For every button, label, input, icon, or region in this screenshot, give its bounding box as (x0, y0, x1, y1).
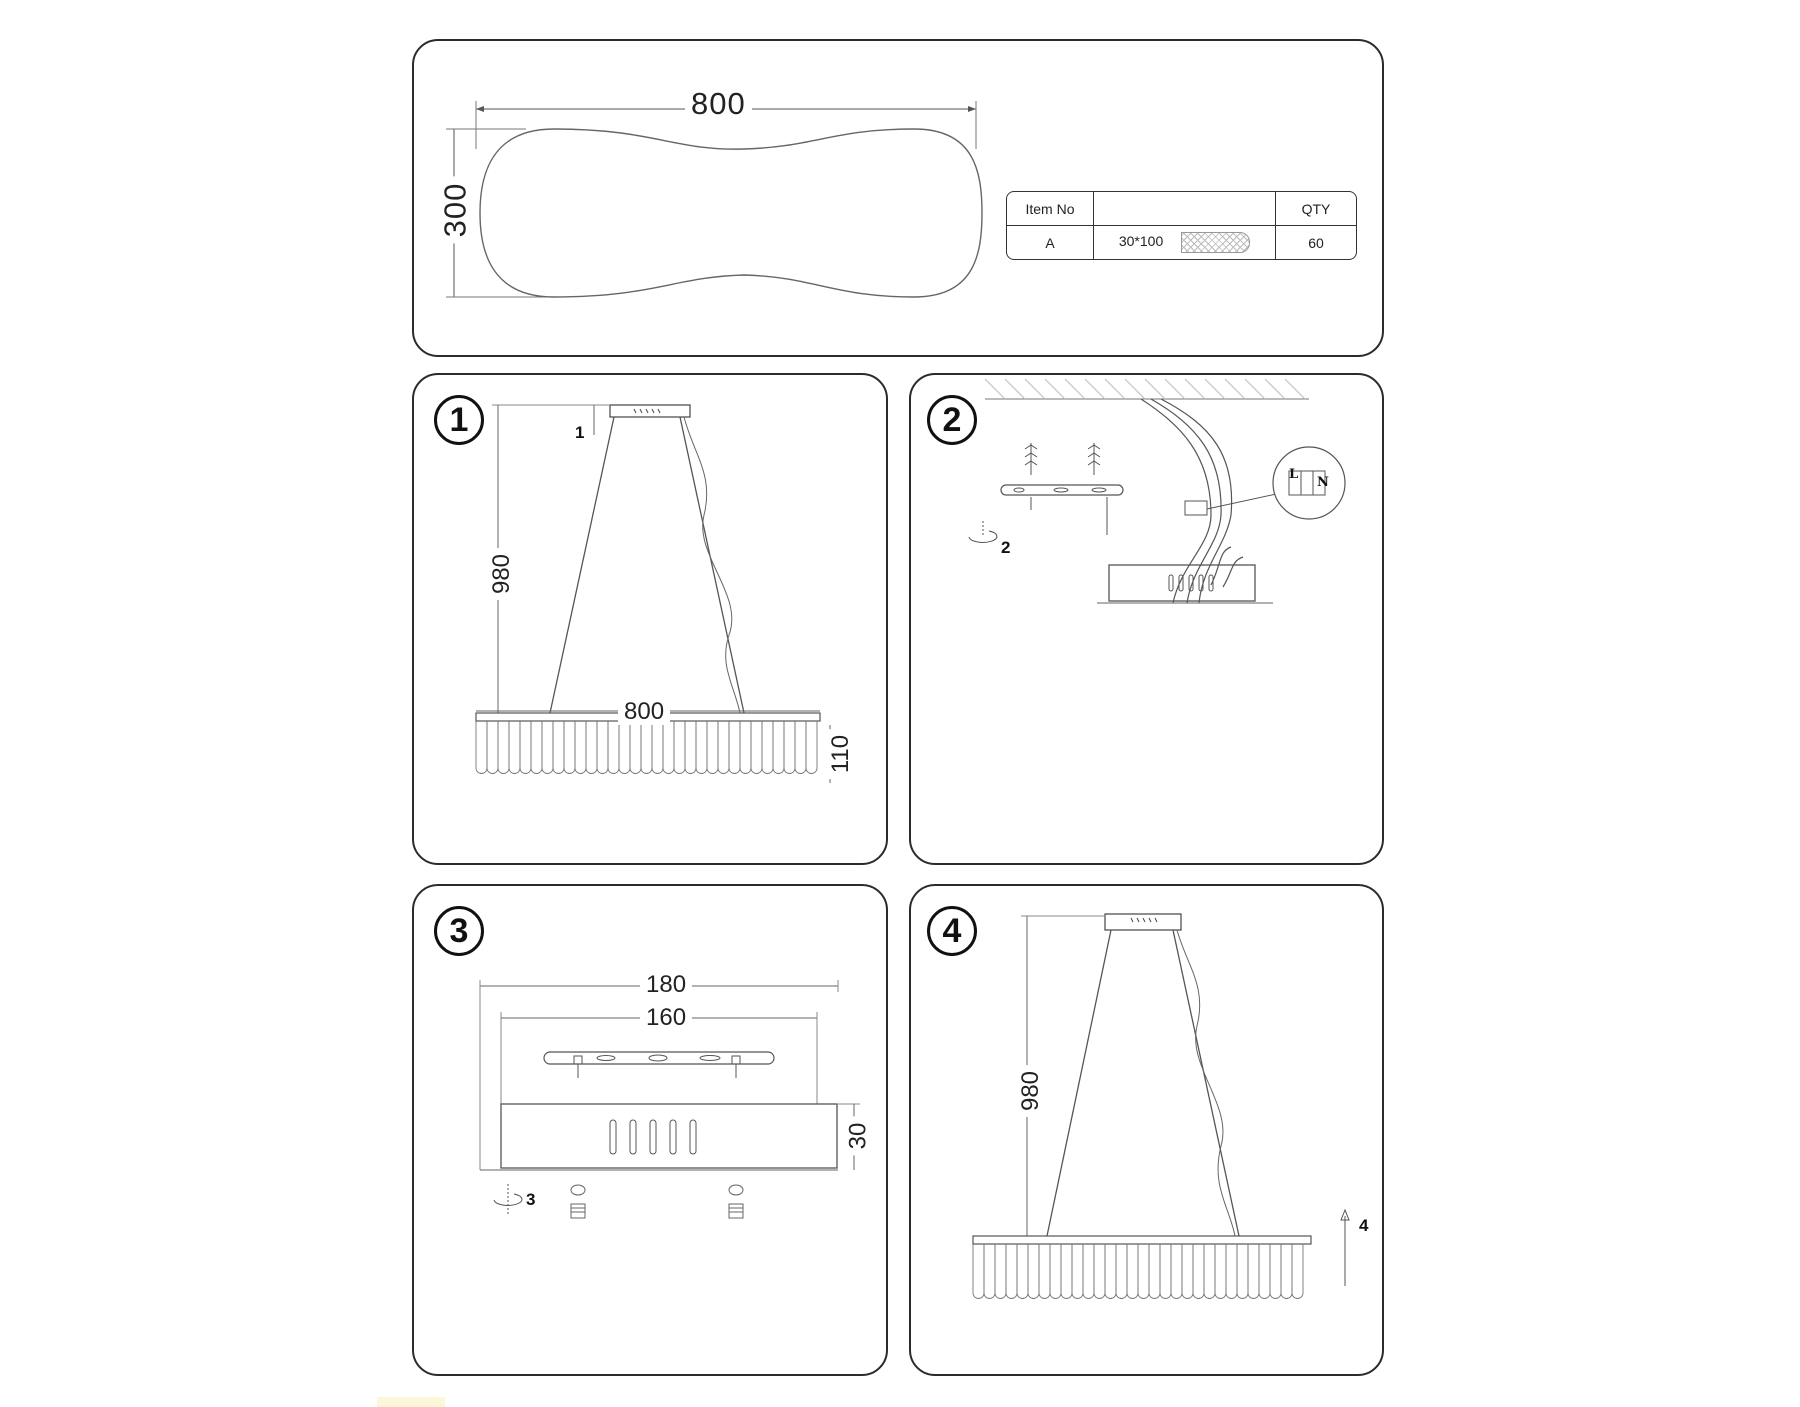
crystal-icon (1181, 232, 1250, 253)
overview-height-label: 300 (442, 177, 468, 244)
crystal-drop (1292, 1244, 1303, 1299)
crystal-drop (784, 721, 795, 774)
crystal-drop (1094, 1244, 1105, 1299)
crystal-drop (762, 721, 773, 774)
step-1-callout: 1 (575, 423, 585, 442)
crystal-drop (1215, 1244, 1226, 1299)
crystal-drop (729, 721, 740, 774)
crystal-drop (531, 721, 542, 774)
crystal-drop (1061, 1244, 1072, 1299)
crystal-drop (740, 721, 751, 774)
crystal-drop (630, 721, 641, 774)
crystal-drop (1237, 1244, 1248, 1299)
crystal-drop (1226, 1244, 1237, 1299)
crystal-drop (1072, 1244, 1083, 1299)
crystal-drop (520, 721, 531, 774)
table-cell-item: A (1007, 226, 1094, 259)
table-cell-qty: 60 (1308, 234, 1324, 251)
crystal-drop (1039, 1244, 1050, 1299)
table-header-size (1094, 192, 1276, 226)
terminal-l-label: L (1289, 467, 1299, 482)
crystal-drop (1248, 1244, 1259, 1299)
crystal-drop (795, 721, 806, 774)
crystal-drop (1281, 1244, 1292, 1299)
crystal-drop (1006, 1244, 1017, 1299)
step-3-inner-label: 160 (640, 1005, 692, 1031)
crystal-drop (1127, 1244, 1138, 1299)
overview-width-label: 800 (685, 91, 752, 117)
crystal-drop (619, 721, 630, 774)
footer-tab (377, 1397, 445, 1407)
step-3-drawing (414, 886, 890, 1378)
step-2-callout: 2 (1001, 538, 1011, 557)
crystal-drop (663, 721, 674, 774)
crystal-drop (718, 721, 729, 774)
crystal-drop (1204, 1244, 1215, 1299)
crystal-drop (586, 721, 597, 774)
crystal-drop (707, 721, 718, 774)
step-1-drawing (414, 375, 890, 867)
step-4-drawing (911, 886, 1386, 1378)
table-cell-size (1094, 226, 1276, 259)
step-1-fringe-label: 110 (828, 729, 854, 779)
step-4-callout: 4 (1359, 1216, 1369, 1235)
step-1-drop-label: 980 (489, 548, 515, 600)
crystal-drop (1171, 1244, 1182, 1299)
crystal-drop (995, 1244, 1006, 1299)
crystal-drop (575, 721, 586, 774)
table-header-item: Item No (1007, 192, 1094, 226)
step-3-outer-label: 180 (640, 972, 692, 998)
step-3-callout: 3 (526, 1190, 536, 1209)
overview-panel (412, 39, 1384, 357)
crystal-drop (1259, 1244, 1270, 1299)
crystal-drop (685, 721, 696, 774)
crystal-drop (674, 721, 685, 774)
crystal-drop (1193, 1244, 1204, 1299)
crystal-drop (751, 721, 762, 774)
crystal-drop (806, 721, 817, 774)
crystal-fringe (476, 721, 817, 774)
crystal-drop (973, 1244, 984, 1299)
crystal-drop (696, 721, 707, 774)
step-3-panel (412, 884, 888, 1376)
crystal-drop (487, 721, 498, 774)
crystal-drop (1116, 1244, 1127, 1299)
crystal-drop (652, 721, 663, 774)
crystal-drop (1270, 1244, 1281, 1299)
step-1-badge: 1 (434, 395, 484, 445)
crystal-drop (1138, 1244, 1149, 1299)
crystal-drop (542, 721, 553, 774)
step-4-badge: 4 (927, 906, 977, 956)
step-1-panel (412, 373, 888, 865)
crystal-drop (597, 721, 608, 774)
crystal-drop (641, 721, 652, 774)
crystal-drop (1182, 1244, 1193, 1299)
terminal-n-label: N (1317, 475, 1329, 490)
crystal-drop (1083, 1244, 1094, 1299)
step-2-badge: 2 (927, 395, 977, 445)
lamp-outline (480, 129, 982, 297)
step-4-panel (909, 884, 1384, 1376)
crystal-drop (608, 721, 619, 774)
crystal-drop (773, 721, 784, 774)
step-3-depth-label: 30 (845, 1117, 871, 1156)
crystal-drop (1149, 1244, 1160, 1299)
crystal-size: 30*100 (1118, 233, 1164, 250)
crystal-drop (984, 1244, 995, 1299)
crystal-drop (564, 721, 575, 774)
step-3-badge: 3 (434, 906, 484, 956)
crystal-drop (498, 721, 509, 774)
step-4-drop-label: 980 (1018, 1065, 1044, 1117)
crystal-drop (509, 721, 520, 774)
crystal-drop (1017, 1244, 1028, 1299)
parts-table (1006, 191, 1357, 260)
crystal-fringe (973, 1244, 1303, 1299)
step-1-width-label: 800 (618, 699, 670, 725)
step-2-drawing (911, 375, 1386, 867)
step-2-panel (909, 373, 1384, 865)
crystal-drop (1105, 1244, 1116, 1299)
crystal-drop (1028, 1244, 1039, 1299)
crystal-drop (1050, 1244, 1061, 1299)
crystal-drop (476, 721, 487, 774)
crystal-drop (553, 721, 564, 774)
crystal-drop (1160, 1244, 1171, 1299)
table-header-qty: QTY (1276, 192, 1356, 226)
